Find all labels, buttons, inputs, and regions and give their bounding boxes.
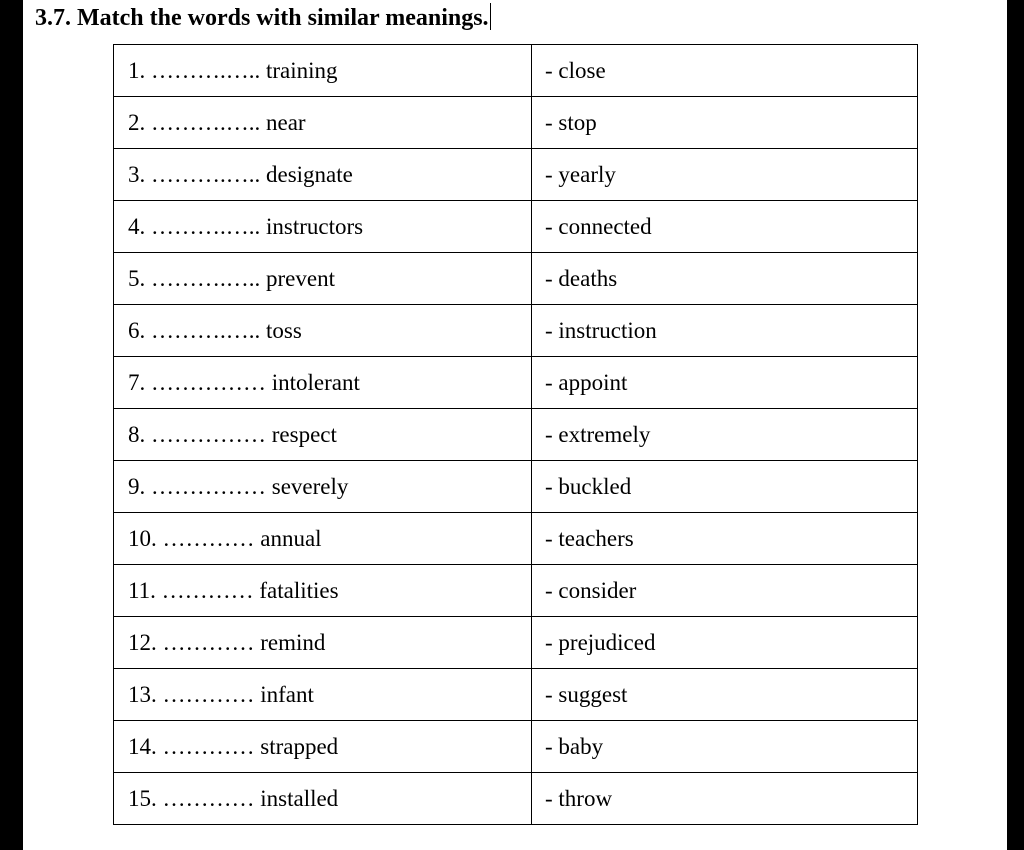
meaning-cell[interactable]: - instruction [532,305,918,357]
meaning-cell[interactable]: - deaths [532,253,918,305]
word-cell[interactable]: 13. ………… infant [114,669,532,721]
matching-table [113,44,918,825]
word-cell[interactable]: 15. ………… installed [114,773,532,825]
table-row [114,201,918,253]
meaning-cell[interactable]: - extremely [532,409,918,461]
document-page [23,0,1007,850]
table-row [114,461,918,513]
meaning-cell[interactable]: - buckled [532,461,918,513]
meaning-cell[interactable]: - suggest [532,669,918,721]
meaning-cell[interactable]: - prejudiced [532,617,918,669]
word-cell[interactable]: 2. ……….….. near [114,97,532,149]
table-row [114,305,918,357]
table-row [114,565,918,617]
word-cell[interactable]: 3. ……….….. designate [114,149,532,201]
table-row [114,45,918,97]
meaning-cell[interactable]: - throw [532,773,918,825]
word-cell[interactable]: 1. ……….….. training [114,45,532,97]
meaning-cell[interactable]: - baby [532,721,918,773]
word-cell[interactable]: 11. ………… fatalities [114,565,532,617]
word-cell[interactable]: 9. …………… severely [114,461,532,513]
meaning-cell[interactable]: - yearly [532,149,918,201]
word-cell[interactable]: 6. ……….….. toss [114,305,532,357]
word-cell[interactable]: 12. ………… remind [114,617,532,669]
table-row [114,253,918,305]
word-cell[interactable]: 14. ………… strapped [114,721,532,773]
meaning-cell[interactable]: - consider [532,565,918,617]
table-row [114,97,918,149]
table-row [114,357,918,409]
word-cell[interactable]: 7. …………… intolerant [114,357,532,409]
meaning-cell[interactable]: - appoint [532,357,918,409]
table-row [114,409,918,461]
word-cell[interactable]: 4. ……….….. instructors [114,201,532,253]
table-row [114,149,918,201]
meaning-cell[interactable]: - connected [532,201,918,253]
table-row [114,513,918,565]
text-cursor [490,3,491,30]
table-row [114,721,918,773]
exercise-title: 3.7. Match the words with similar meanings. [35,5,489,31]
table-row [114,773,918,825]
meaning-cell[interactable]: - teachers [532,513,918,565]
table-row [114,669,918,721]
word-cell[interactable]: 8. …………… respect [114,409,532,461]
word-cell[interactable]: 5. ……….….. prevent [114,253,532,305]
word-cell[interactable]: 10. ………… annual [114,513,532,565]
meaning-cell[interactable]: - close [532,45,918,97]
table-row [114,617,918,669]
meaning-cell[interactable]: - stop [532,97,918,149]
exercise-heading [35,3,491,33]
